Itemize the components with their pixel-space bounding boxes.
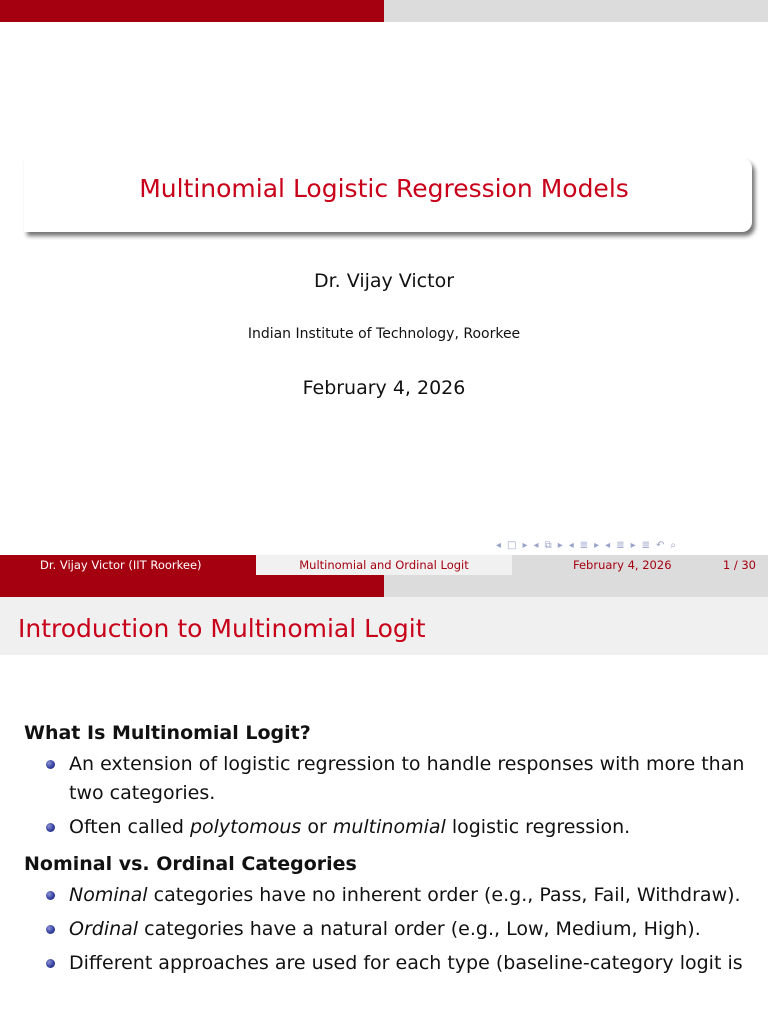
author-name: Dr. Vijay Victor — [313, 270, 455, 292]
presentation-title: Multinomial Logistic Regression Models — [139, 174, 629, 203]
bullet-icon — [46, 891, 55, 900]
header-bar-left — [0, 0, 384, 22]
beamer-navigation — [496, 537, 764, 553]
nav-prev-part-icon[interactable]: ◂ — [605, 539, 611, 551]
nav-search-icon[interactable]: ⌕ — [670, 539, 677, 551]
list-item: Ordinal categories have a natural order (e.g., Low, Medium, High). — [24, 915, 754, 944]
nav-frame-icon[interactable]: □ — [507, 539, 517, 551]
nav-next-part-icon[interactable]: ▸ — [630, 539, 636, 551]
list-item: Different approaches are used for each type (baseline-category logit is — [24, 949, 754, 978]
nav-next-section-icon[interactable]: ▸ — [594, 539, 600, 551]
footer-short-title: Multinomial and Ordinal Logit — [256, 555, 512, 575]
bullet-icon — [46, 823, 55, 832]
footer-bar — [0, 555, 768, 575]
nav-toc-icon[interactable]: ≣ — [641, 539, 651, 551]
institute-name: Indian Institute of Technology, Roorkee — [247, 326, 521, 342]
list-item: An extension of logistic regression to handle responses with more than two categories. — [24, 750, 754, 808]
bullet-icon — [46, 760, 55, 769]
nav-prev-frame-icon[interactable]: ◂ — [496, 539, 502, 551]
nav-prev-section-icon[interactable]: ◂ — [568, 539, 574, 551]
header-bar — [0, 0, 768, 22]
footer-date: February 4, 2026 — [573, 558, 672, 572]
nav-part-icon[interactable]: ≣ — [616, 539, 625, 551]
slide2-header-bar — [0, 575, 768, 597]
bullet-icon — [46, 959, 55, 968]
slide2-header-left — [0, 575, 384, 597]
block-heading-nominal-ordinal: Nominal vs. Ordinal Categories — [24, 853, 357, 875]
footer-page-number: 1 / 30 — [722, 558, 756, 572]
header-bar-right — [384, 0, 768, 22]
slide2-header-right — [384, 575, 768, 597]
footer-author: Dr. Vijay Victor (IIT Roorkee) — [0, 555, 256, 575]
slide-content — [24, 716, 754, 983]
list-item: Often called polytomous or multinomial logistic regression. — [24, 813, 754, 842]
block-heading-what-is: What Is Multinomial Logit? — [24, 722, 311, 744]
nav-prev-subsection-icon[interactable]: ◂ — [533, 539, 539, 551]
nav-next-frame-icon[interactable]: ▸ — [522, 539, 528, 551]
presentation-date: February 4, 2026 — [302, 377, 466, 399]
what-is-list — [24, 750, 754, 842]
nav-back-icon[interactable]: ↶ — [656, 539, 665, 551]
nav-subsection-icon[interactable]: ⧉ — [544, 539, 552, 551]
nav-section-icon[interactable]: ≣ — [579, 539, 589, 551]
nav-next-subsection-icon[interactable]: ▸ — [557, 539, 563, 551]
list-item: Nominal categories have no inherent order (e.g., Pass, Fail, Withdraw). — [24, 881, 754, 910]
bullet-icon — [46, 925, 55, 934]
nominal-ordinal-list — [24, 881, 754, 978]
footer-date-page — [512, 555, 768, 575]
frame-title: Introduction to Multinomial Logit — [18, 614, 426, 643]
